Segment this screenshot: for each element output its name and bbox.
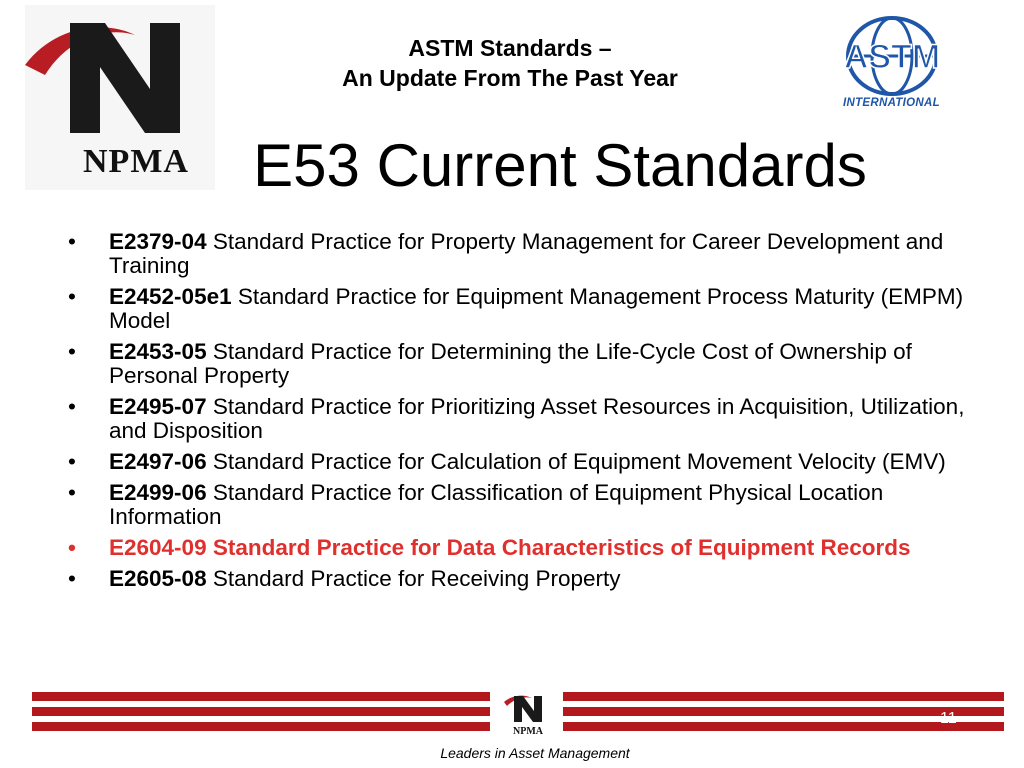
standard-code: E2604-09 <box>109 535 207 560</box>
standard-title: Standard Practice for Receiving Property <box>212 566 621 591</box>
page-number: 11 <box>940 710 957 727</box>
standard-item <box>68 450 988 474</box>
footer-npma-n-icon <box>498 692 556 738</box>
slide-title: E53 Current Standards <box>253 132 867 199</box>
standard-title: Standard Practice for Prioritizing Asset Resources in Acquisition, Utilization, and Disposition <box>109 394 965 443</box>
bullet-icon: • <box>68 229 76 254</box>
footer-npma-logo <box>498 692 556 738</box>
npma-logo-text: NPMA <box>83 143 189 180</box>
standard-item <box>68 567 988 591</box>
standard-item <box>68 481 988 529</box>
footer-bars-right <box>563 692 1004 732</box>
standard-code: E2495-07 <box>109 394 207 419</box>
bullet-icon: • <box>68 566 76 591</box>
standard-code: E2605-08 <box>109 566 207 591</box>
standard-item <box>68 395 988 443</box>
standards-list <box>68 230 988 598</box>
astm-international-label: INTERNATIONAL <box>843 97 940 109</box>
header-line-1: ASTM Standards – <box>408 35 612 61</box>
header-line-2: An Update From The Past Year <box>342 65 678 91</box>
bullet-icon: • <box>68 284 76 309</box>
bullet-icon: • <box>68 394 76 419</box>
standard-title: Standard Practice for Data Characteristics of Equipment Records <box>212 535 911 560</box>
standard-title: Standard Practice for Classification of Equipment Physical Location Information <box>109 480 884 529</box>
standard-title: Standard Practice for Equipment Management Process Maturity (EMPM) Model <box>109 284 964 333</box>
standard-code: E2499-06 <box>109 480 207 505</box>
slide-header <box>300 33 720 93</box>
standard-code: E2453-05 <box>109 339 207 364</box>
bullet-icon: • <box>68 535 76 560</box>
standard-item <box>68 230 988 278</box>
bullet-icon: • <box>68 480 76 505</box>
npma-logo <box>25 5 215 190</box>
standard-code: E2497-06 <box>109 449 207 474</box>
standard-code: E2452-05e1 <box>109 284 232 309</box>
footer-tagline: Leaders in Asset Management <box>440 745 630 761</box>
astm-globe-icon <box>836 12 948 102</box>
standard-title: Standard Practice for Determining the Life-Cycle Cost of Ownership of Personal Property <box>109 339 912 388</box>
standard-code: E2379-04 <box>109 229 207 254</box>
footer-bars-left <box>32 692 490 732</box>
astm-logo-text: ASTM <box>843 38 941 76</box>
standard-title: Standard Practice for Calculation of Equipment Movement Velocity (EMV) <box>212 449 946 474</box>
standard-title: Standard Practice for Property Management for Career Development and Training <box>109 229 944 278</box>
standard-item <box>68 536 988 560</box>
standard-item <box>68 285 988 333</box>
standard-item <box>68 340 988 388</box>
bullet-icon: • <box>68 449 76 474</box>
bullet-icon: • <box>68 339 76 364</box>
footer-npma-text: NPMA <box>513 726 543 737</box>
